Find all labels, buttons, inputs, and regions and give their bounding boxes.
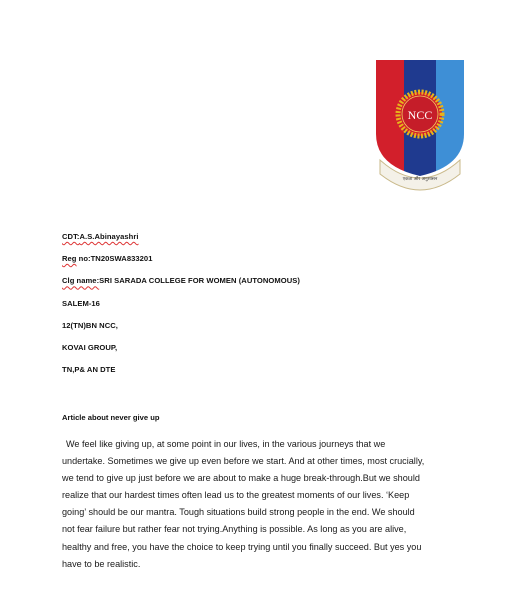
article-line: we tend to give up just before we are about to make a huge break-through.But we should [62,473,420,484]
article-line: not fear failure but rather fear not trying.Anything is possible. As long as you are alive, [62,524,407,535]
reg-number: no:TN20SWA833201 [76,254,153,264]
city-line: SALEM-16 [62,298,100,308]
article-line: realize that our hardest times often lead us to the greatest moments of our lives. ‘Keep [62,490,410,501]
article-line: have to be realistic. [62,558,141,569]
article-heading: Article about never give up [62,413,160,422]
directorate-line: TN,P& AN DTE [62,365,116,375]
ncc-text: NCC [407,108,433,122]
cadet-name-line [62,232,482,242]
ncc-emblem-logo [372,56,468,196]
article-body [62,436,480,573]
emblem-motto: एकता और अनुशासन [402,177,438,182]
article-line: We feel like giving up, at some point in our lives, in the various journeys that we [66,439,386,449]
cdt-prefix: CDT: [62,232,80,241]
college-label: Clg name: [62,276,100,286]
group-line: KOVAI GROUP, [62,342,118,352]
cadet-name: A.S.Abinayashri [79,232,139,241]
reg-label: Reg [62,254,77,264]
reg-number-line [62,254,482,264]
college-name-line [62,276,482,286]
article-line: healthy and free, you have the choice to keep trying until you finally succeed. But yes you [62,541,422,552]
article-line: going’ should be our mantra. Tough situations build strong people in the end. We should [62,507,415,518]
article-line: undertake. Sometimes we give up even before we start. And at other times, most crucially, [62,456,425,467]
cadet-details [62,232,482,387]
college-name: SRI SARADA COLLEGE FOR WOMEN (AUTONOMOUS) [99,276,300,286]
unit-line: 12(TN)BN NCC, [62,320,118,330]
